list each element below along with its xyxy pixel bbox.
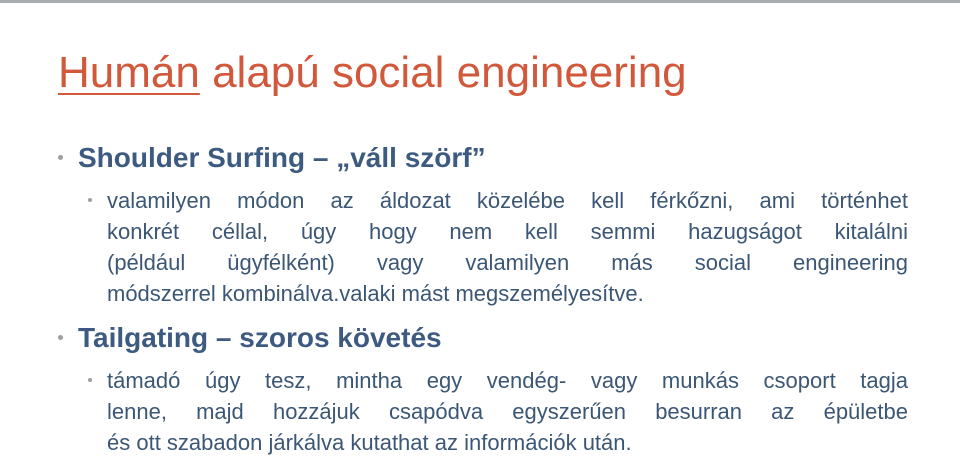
bullet-dot-icon bbox=[58, 155, 63, 160]
sub-bullet-dot-icon bbox=[88, 198, 92, 202]
sub-bullet-text bbox=[107, 185, 908, 309]
sub-bullet-text bbox=[107, 365, 908, 458]
text-line: és ott szabadon járkálva kutathat az információk után. bbox=[107, 430, 632, 455]
top-divider bbox=[0, 0, 960, 3]
title-underlined-word: Humán bbox=[58, 48, 200, 97]
text-line: módszerrel kombinálva.valaki mást megszemélyesítve. bbox=[107, 281, 644, 306]
text-line: lenne, majd hozzájuk csapódva egyszerűen besurran az épületbe bbox=[107, 399, 908, 424]
bullet-heading: Shoulder Surfing – „váll szörf” bbox=[78, 142, 486, 173]
sub-bullet-tailgating bbox=[88, 365, 908, 458]
bullet-dot-icon bbox=[58, 335, 63, 340]
text-line: valamilyen módon az áldozat közelébe kell férkőzni, ami történhet bbox=[107, 188, 908, 213]
bullet-heading: Tailgating – szoros követés bbox=[78, 322, 442, 353]
text-line: támadó úgy tesz, mintha egy vendég- vagy munkás csoport tagja bbox=[107, 368, 908, 393]
sub-bullet-shoulder-surfing bbox=[88, 185, 908, 309]
text-line: konkrét céllal, úgy hogy nem kell semmi hazugságot kitalálni bbox=[107, 219, 908, 244]
title-rest: alapú social engineering bbox=[199, 48, 687, 97]
sub-bullet-dot-icon bbox=[88, 378, 92, 382]
text-line: (például ügyfélként) vagy valamilyen más social engineering bbox=[107, 250, 908, 275]
slide-title bbox=[58, 46, 687, 100]
